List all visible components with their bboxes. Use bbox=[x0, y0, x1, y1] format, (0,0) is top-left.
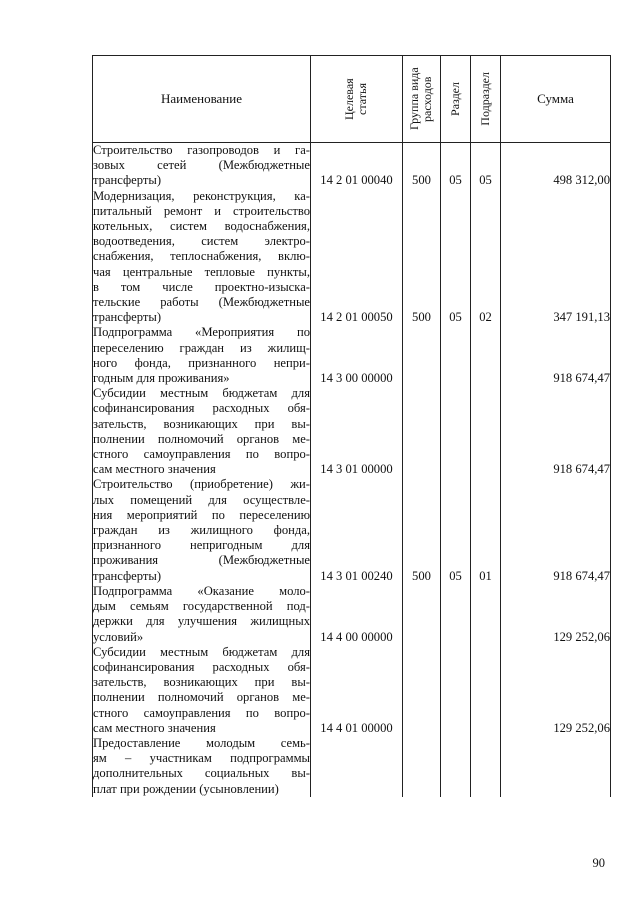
budget-table bbox=[92, 55, 611, 797]
row-group bbox=[403, 736, 441, 797]
row-name-line: ния мероприятий по переселению bbox=[93, 507, 310, 522]
row-group bbox=[403, 645, 441, 736]
header-section bbox=[441, 56, 471, 143]
table-row bbox=[93, 325, 611, 386]
row-name-line: зовых сетей (Межбюджетные bbox=[93, 158, 310, 173]
row-name bbox=[93, 477, 311, 583]
table-body bbox=[93, 143, 611, 797]
row-subsection bbox=[471, 325, 501, 386]
row-subsection: 05 bbox=[471, 143, 501, 189]
row-subsection bbox=[471, 645, 501, 736]
row-name-line: Субсидии местным бюджетам для bbox=[93, 386, 310, 401]
row-target-code: 14 2 01 00040 bbox=[311, 143, 403, 189]
row-group bbox=[403, 584, 441, 645]
row-section bbox=[441, 584, 471, 645]
row-name-line: сам местного значения bbox=[93, 720, 216, 735]
row-name-line: дополнительных социальных вы- bbox=[93, 766, 310, 781]
row-name-line: держки для улучшения жилищных bbox=[93, 614, 310, 629]
table-row bbox=[93, 143, 611, 189]
row-name bbox=[93, 189, 311, 326]
row-sum: 918 674,47 bbox=[501, 477, 611, 583]
row-group bbox=[403, 386, 441, 477]
row-name-line: тельские работы (Межбюджетные bbox=[93, 295, 310, 310]
row-name-line: Предоставление молодым семь- bbox=[93, 735, 310, 750]
header-group-label: Группа вида расходов bbox=[406, 67, 434, 131]
row-name-line: зательств, возникающих при вы- bbox=[93, 675, 310, 690]
header-target-label: Целевая статья bbox=[341, 78, 369, 120]
row-name bbox=[93, 386, 311, 477]
row-subsection: 01 bbox=[471, 477, 501, 583]
header-section-label: Раздел bbox=[448, 82, 462, 116]
row-name-line: трансферты) bbox=[93, 310, 162, 325]
header-target bbox=[311, 56, 403, 143]
row-section bbox=[441, 386, 471, 477]
table-header-row bbox=[93, 56, 611, 143]
row-name-line: в том числе проектно-изыска- bbox=[93, 279, 310, 294]
row-section bbox=[441, 645, 471, 736]
row-name-line: Подпрограмма «Оказание моло- bbox=[93, 583, 310, 598]
header-name: Наименование bbox=[93, 56, 311, 143]
row-name-line: плат при рождении (усыновлении) bbox=[93, 781, 279, 796]
row-name-line: годным для проживания» bbox=[93, 371, 230, 386]
header-sum: Сумма bbox=[501, 56, 611, 143]
table-row bbox=[93, 584, 611, 645]
row-target-code: 14 2 01 00050 bbox=[311, 189, 403, 326]
row-name-line: Подпрограмма «Мероприятия по bbox=[93, 325, 310, 340]
row-name-line: полнении полномочий органов ме- bbox=[93, 690, 310, 705]
row-group: 500 bbox=[403, 143, 441, 189]
row-name-line: сам местного значения bbox=[93, 462, 216, 477]
row-name-line: Строительство газопроводов и га- bbox=[93, 143, 310, 157]
row-name-line: снабжения, теплоснабжения, вклю- bbox=[93, 249, 310, 264]
row-sum: 347 191,13 bbox=[501, 189, 611, 326]
header-subsection-label: Подраздел bbox=[478, 72, 492, 126]
row-subsection bbox=[471, 386, 501, 477]
row-name-line: признанного непригодным для bbox=[93, 538, 310, 553]
row-name bbox=[93, 584, 311, 645]
row-name-line: зательств, возникающих при вы- bbox=[93, 416, 310, 431]
row-name-line: котельных, систем водоснабжения, bbox=[93, 219, 310, 234]
row-name-line: условий» bbox=[93, 629, 144, 644]
row-name-line: трансферты) bbox=[93, 568, 162, 583]
row-name-line: ного фонда, признанного непри- bbox=[93, 355, 310, 370]
row-sum: 918 674,47 bbox=[501, 325, 611, 386]
row-target-code bbox=[311, 736, 403, 797]
row-name-line: дым семьям государственной под- bbox=[93, 599, 310, 614]
row-sum: 918 674,47 bbox=[501, 386, 611, 477]
row-sum: 129 252,06 bbox=[501, 645, 611, 736]
row-name bbox=[93, 325, 311, 386]
row-target-code: 14 3 01 00240 bbox=[311, 477, 403, 583]
row-name-line: полнении полномочий органов ме- bbox=[93, 431, 310, 446]
row-name-line: лых помещений для осуществле- bbox=[93, 492, 310, 507]
row-name-line: софинансирования расходных обя- bbox=[93, 401, 310, 416]
row-section: 05 bbox=[441, 189, 471, 326]
row-name-line: трансферты) bbox=[93, 173, 162, 188]
row-group: 500 bbox=[403, 189, 441, 326]
header-subsection bbox=[471, 56, 501, 143]
row-name-line: Строительство (приобретение) жи- bbox=[93, 477, 310, 492]
row-name-line: ям – участникам подпрограммы bbox=[93, 751, 310, 766]
table-row bbox=[93, 477, 611, 583]
header-group bbox=[403, 56, 441, 143]
row-name bbox=[93, 143, 311, 189]
row-name-line: софинансирования расходных обя- bbox=[93, 659, 310, 674]
row-name-line: питальный ремонт и строительство bbox=[93, 203, 310, 218]
row-target-code: 14 4 00 00000 bbox=[311, 584, 403, 645]
row-section: 05 bbox=[441, 143, 471, 189]
row-name-line: водоотведения, систем электро- bbox=[93, 234, 310, 249]
page-number: 90 bbox=[592, 856, 605, 870]
row-sum bbox=[501, 736, 611, 797]
row-group: 500 bbox=[403, 477, 441, 583]
row-name-line: переселению граждан из жилищ- bbox=[93, 340, 310, 355]
row-name-line: Модернизация, реконструкция, ка- bbox=[93, 188, 310, 203]
row-subsection: 02 bbox=[471, 189, 501, 326]
row-section bbox=[441, 325, 471, 386]
table-row bbox=[93, 736, 611, 797]
row-name bbox=[93, 645, 311, 736]
row-name-line: стного самоуправления по вопро- bbox=[93, 705, 310, 720]
row-sum: 498 312,00 bbox=[501, 143, 611, 189]
row-target-code: 14 4 01 00000 bbox=[311, 645, 403, 736]
row-target-code: 14 3 01 00000 bbox=[311, 386, 403, 477]
row-section bbox=[441, 736, 471, 797]
row-name-line: Субсидии местным бюджетам для bbox=[93, 644, 310, 659]
row-subsection bbox=[471, 584, 501, 645]
row-subsection bbox=[471, 736, 501, 797]
table-row bbox=[93, 645, 611, 736]
row-name-line: чая центральные тепловые пункты, bbox=[93, 264, 310, 279]
row-target-code: 14 3 00 00000 bbox=[311, 325, 403, 386]
row-group bbox=[403, 325, 441, 386]
row-name-line: проживания (Межбюджетные bbox=[93, 553, 310, 568]
table-row bbox=[93, 189, 611, 326]
table-row bbox=[93, 386, 611, 477]
row-name-line: стного самоуправления по вопро- bbox=[93, 447, 310, 462]
row-name-line: граждан из жилищного фонда, bbox=[93, 523, 310, 538]
row-section: 05 bbox=[441, 477, 471, 583]
row-sum: 129 252,06 bbox=[501, 584, 611, 645]
row-name bbox=[93, 736, 311, 797]
